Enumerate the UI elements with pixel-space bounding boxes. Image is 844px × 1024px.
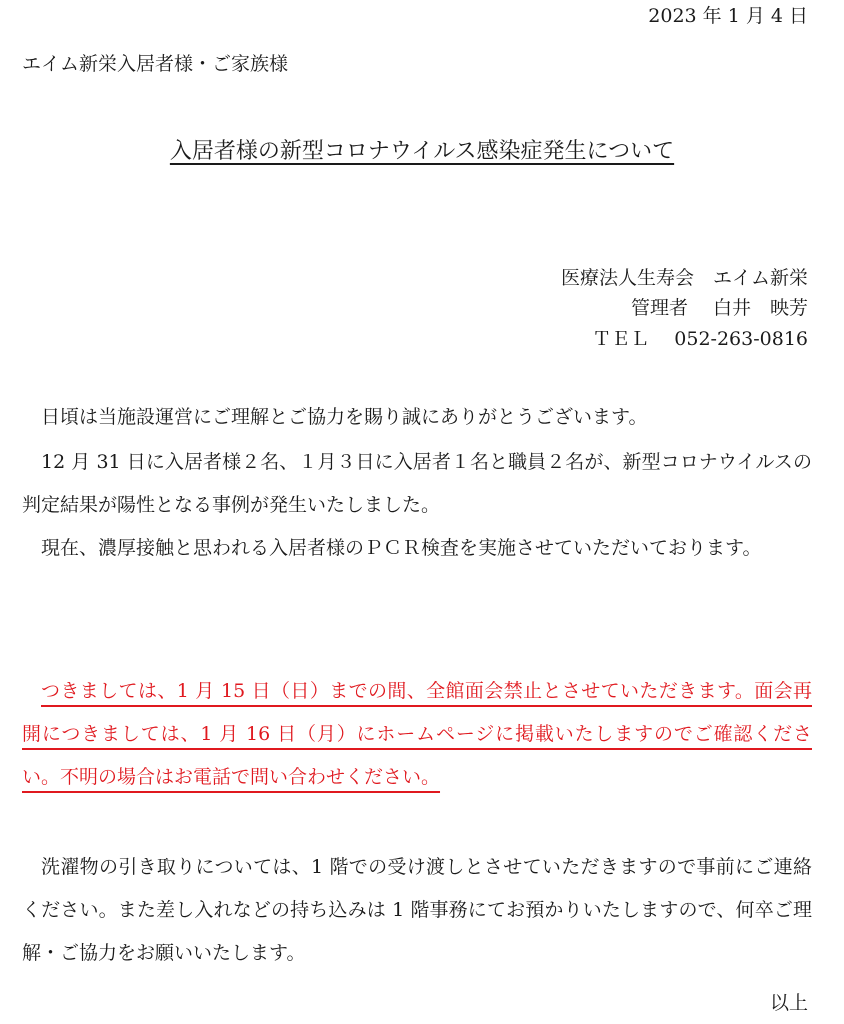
closing-mark: 以上	[769, 992, 808, 1014]
paragraph-pcr: 現在、濃厚接触と思われる入居者様のＰＣＲ検査を実施させていただいております。	[41, 537, 762, 559]
document-date: 2023 年 1 月 4 日	[648, 5, 808, 27]
sender-manager: 管理者 白井 映芳	[630, 297, 808, 319]
paragraph-cases: 12 月 31 日に入居者様２名、１月３日に入居者１名と職員２名が、新型コロナウイルスの判定結果が陽性となる事例が発生いたしました。	[22, 451, 812, 516]
visit-ban-notice-text: つきましては、1 月 15 日（日）までの間、全館面会禁止とさせていただきます。面会再開につきましては、1 月 16 日（月）にホームページに掲載いたしますのでご確認ください。不明の場合はお電話で問い合わせください。	[22, 680, 812, 788]
document-title-text: 入居者様の新型コロナウイルス感染症発生について	[169, 139, 675, 164]
sender-tel: ＴＥＬ 052-263-0816	[592, 328, 808, 350]
paragraph-laundry: 洗濯物の引き取りについては、1 階での受け渡しとさせていただきますので事前にご連絡ください。また差し入れなどの持ち込みは 1 階事務にてお預かりいたしますので、何卒ご理解・ご協力をお願いいたします。	[22, 856, 812, 964]
sender-organization: 医療法人生寿会 エイム新栄	[560, 267, 808, 289]
document-title	[0, 138, 844, 166]
addressee: エイム新栄入居者様・ご家族様	[22, 53, 289, 75]
visit-ban-notice	[22, 670, 812, 799]
paragraph-greeting: 日頃は当施設運営にご理解とご協力を賜り誠にありがとうございます。	[41, 406, 648, 428]
